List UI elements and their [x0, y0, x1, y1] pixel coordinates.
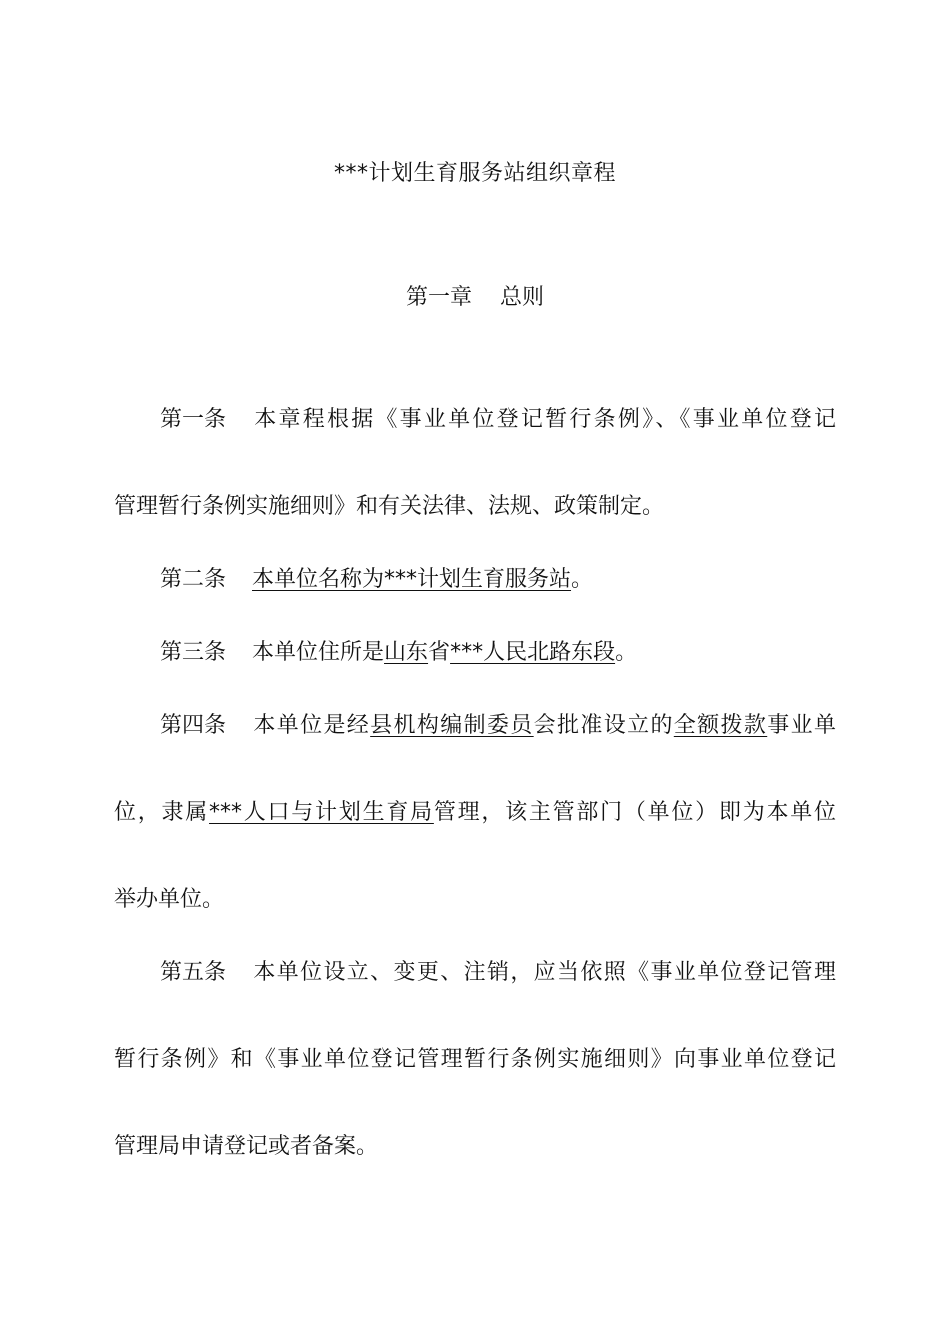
chapter-number: 第一章	[405, 285, 472, 310]
article-3-text-1: 本单位住所是	[252, 640, 385, 665]
article-2-number: 第二条	[160, 567, 227, 592]
approval-body-underlined: 县机构编制委员	[370, 713, 534, 738]
chapter-heading	[0, 282, 950, 314]
article-1-line-1	[160, 404, 836, 436]
article-1-text-1: 本章程根据《事业单位登记暂行条例》、《事业单位登记	[252, 407, 836, 432]
article-4-text-4: 位，隶属	[114, 800, 210, 825]
article-5-line-2: 暂行条例》和《事业单位登记管理暂行条例实施细则》向事业单位登记	[114, 1047, 836, 1072]
article-4-line-1	[160, 710, 836, 742]
article-2-line-1	[160, 564, 836, 596]
article-3-number: 第三条	[160, 640, 227, 665]
article-5-text-1: 本单位设立、变更、注销，应当依照《事业单位登记管理	[252, 960, 836, 985]
article-3-text-2: 省	[428, 640, 451, 665]
article-4-text-1: 本单位是经	[252, 713, 371, 738]
article-4-line-3: 举办单位。	[114, 887, 225, 912]
article-4-line-2	[114, 797, 836, 829]
article-1-number: 第一条	[160, 407, 227, 432]
article-4-text-3: 事业单	[767, 713, 836, 738]
article-5-number: 第五条	[160, 960, 227, 985]
chapter-name: 总则	[500, 285, 545, 310]
article-1-line-2: 管理暂行条例实施细则》和有关法律、法规、政策制定。	[114, 494, 665, 519]
funding-type-underlined: 全额拨款	[673, 713, 768, 738]
article-5-line-3: 管理局申请登记或者备案。	[114, 1134, 379, 1159]
supervisor-underlined: ***人口与计划生育局	[209, 800, 434, 825]
address-underlined: ***人民北路东段	[450, 640, 616, 665]
article-4-text-2: 会批准设立的	[533, 713, 674, 738]
article-2-period: 。	[571, 567, 594, 592]
article-3-period: 。	[615, 640, 638, 665]
article-4-number: 第四条	[160, 713, 227, 738]
article-3-line-1	[160, 637, 836, 669]
document-title: ***计划生育服务站组织章程	[333, 161, 616, 186]
province-underlined: 山东	[384, 640, 429, 665]
article-4-text-5: 管理，该主管部门（单位）即为本单位	[433, 800, 836, 825]
article-5-line-1	[160, 957, 836, 989]
unit-name-underlined: 本单位名称为***计划生育服务站	[252, 567, 572, 592]
